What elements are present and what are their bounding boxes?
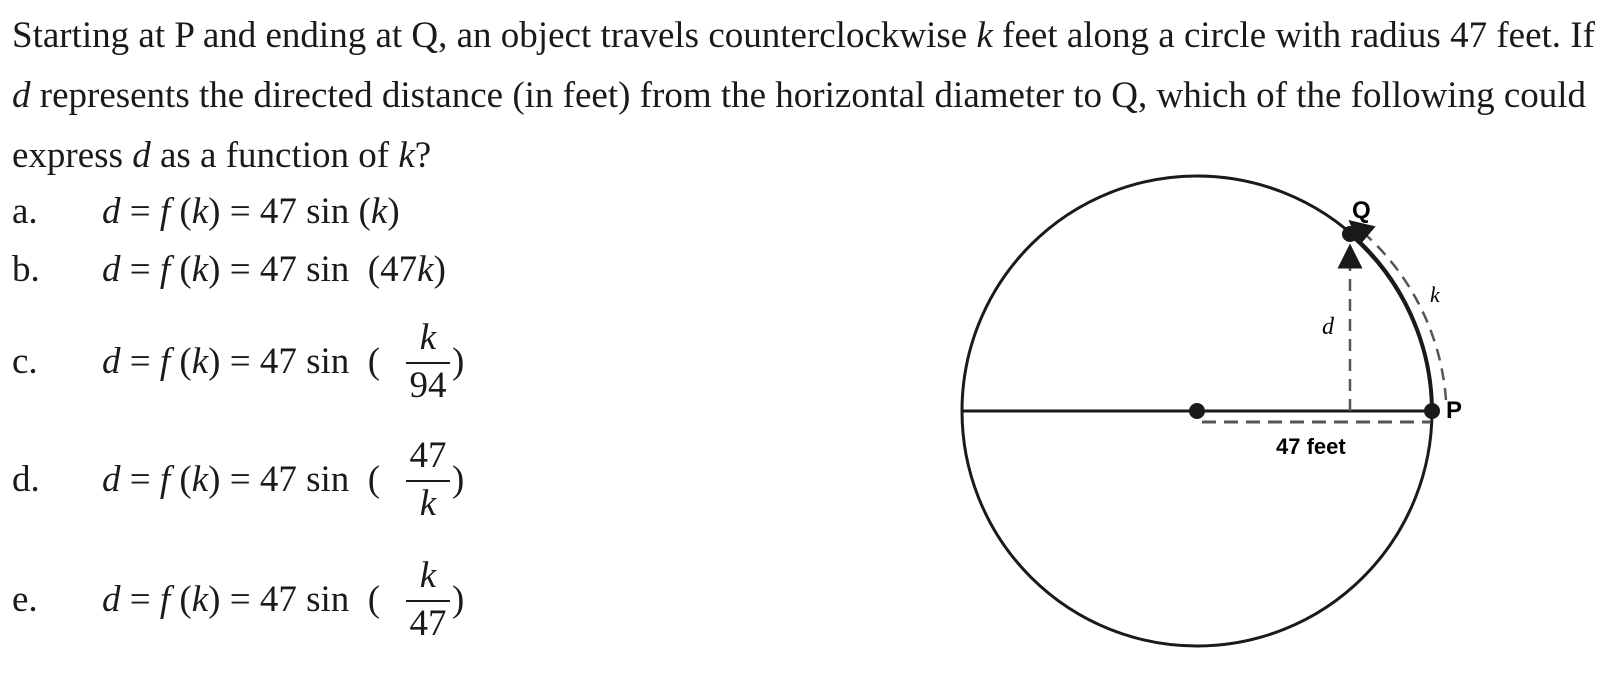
fraction-denominator: k — [419, 483, 437, 524]
option-letter: d. — [12, 459, 40, 500]
question-text — [12, 6, 1602, 186]
variable-d: d — [12, 75, 31, 116]
option-expression: d = f (k) = 47 sin ( — [102, 459, 381, 500]
arc-p-to-q — [1350, 234, 1432, 411]
question-part: feet along a circle with radius 47 feet. If — [992, 15, 1595, 56]
question-part: as a function of — [150, 135, 399, 176]
fraction-denominator: 47 — [409, 603, 447, 644]
fraction-numerator: k — [419, 317, 437, 358]
question-part: ? — [414, 135, 432, 176]
close-paren: ) — [452, 579, 465, 620]
label-k: k — [1430, 282, 1440, 307]
close-paren: ) — [452, 341, 465, 382]
question-part: represents the directed distance (in feet) from the horizontal diameter to Q, which of the following could express — [12, 75, 1587, 176]
option-letter: b. — [12, 249, 40, 290]
fraction-numerator: k — [419, 555, 437, 596]
variable-d: d — [132, 135, 151, 176]
option-expression: d = f (k) = 47 sin (k) — [102, 191, 400, 232]
label-d: d — [1322, 314, 1334, 340]
circle-diagram — [960, 178, 1463, 658]
point-p — [1424, 403, 1440, 419]
option-letter: a. — [12, 191, 38, 232]
center-point — [1189, 403, 1205, 419]
option-letter: c. — [12, 341, 38, 382]
label-radius: 47 feet — [1276, 434, 1346, 459]
fraction-numerator: 47 — [409, 435, 447, 476]
label-q: Q — [1352, 197, 1371, 224]
question-part: Starting at P and ending at Q, an object travels counterclockwise — [12, 15, 977, 56]
point-q — [1342, 226, 1358, 242]
variable-k: k — [976, 15, 993, 56]
variable-k: k — [398, 135, 415, 176]
label-p: P — [1446, 397, 1463, 424]
option-letter: e. — [12, 579, 38, 620]
option-expression: d = f (k) = 47 sin ( — [102, 341, 381, 382]
option-expression: d = f (k) = 47 sin ( — [102, 579, 381, 620]
close-paren: ) — [452, 459, 465, 500]
fraction-denominator: 94 — [409, 365, 447, 406]
option-expression: d = f (k) = 47 sin (47k) — [102, 249, 446, 290]
